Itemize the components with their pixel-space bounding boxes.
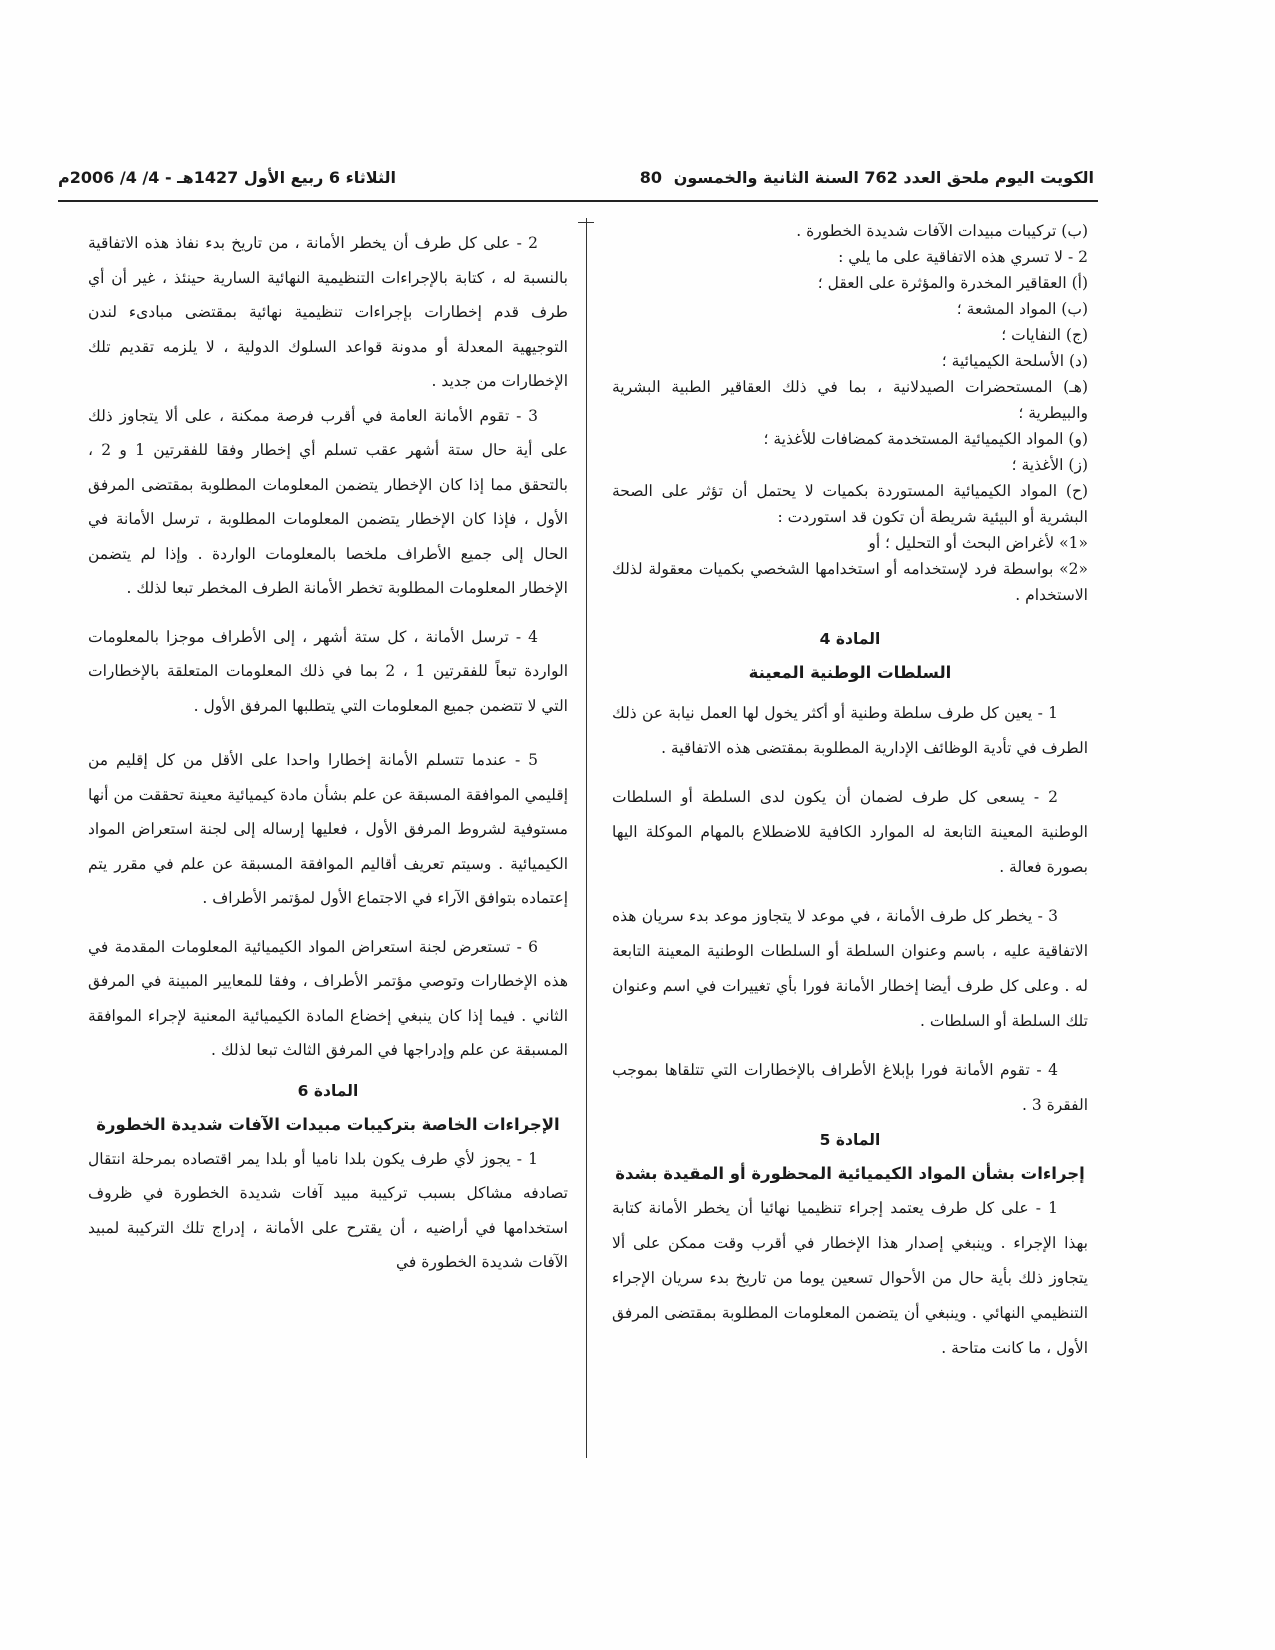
- page-header: [58, 168, 1094, 194]
- paragraph: 2 - على كل طرف أن يخطر الأمانة ، من تاريخ بدء نفاذ هذه الاتفاقية بالنسبة له ، كتابة بالإجراءات التنظيمية النهائية السارية حينئذ ، غير أن أي طرف قدم إخطارات بإجراءات تنظيمية نهائية بمقتضى مبادىء لندن التوجيهية المعدلة أو مدونة قواعد السلوك الدولية ، لا يلزمه تقديم تلك الإخطارات من جديد .: [88, 234, 568, 390]
- column-divider-mark: [578, 222, 594, 223]
- article-5-paragraph: 1 - على كل طرف يعتمد إجراء تنظيميا نهائيا أن يخطر الأمانة كتابة بهذا الإجراء . وينبغي إصدار هذا الإخطار في أقرب وقت ممكن على ألا يتجاوز ذلك بأية حال من الأحوال تسعين يوما من تاريخ بدء سريان الإجراء التنظيمي النهائي . وينبغي أن يتضمن المعلومات المطلوبة بمقتضى المرفق الأول ، ما كانت متاحة .: [612, 1199, 1088, 1357]
- article-4-paragraph: 4 - تقوم الأمانة فورا بإبلاغ الأطراف بالإخطارات التي تتلقاها بموجب الفقرة 3 .: [612, 1061, 1088, 1114]
- paragraph: 5 - عندما تتسلم الأمانة إخطارا واحدا على الأقل من كل إقليم من إقليمي الموافقة المسبقة عن علم بشأن مادة كيميائية معينة تحققت من أنها مستوفية لشروط المرفق الأول ، فعليها إرساله إلى لجنة استعراض المواد الكيميائية . وسيتم تعريف أقاليم الموافقة المسبقة عن علم في مقرر يتم إعتماده بتوافق الآراء في الاجتماع الأول لمؤتمر الأطراف .: [88, 751, 568, 907]
- article-4-paragraph: 1 - يعين كل طرف سلطة وطنية أو أكثر يخول لها العمل نيابة عن ذلك الطرف في تأدية الوظائف الإدارية المطلوبة بمقتضى هذه الاتفاقية .: [612, 704, 1088, 757]
- column-divider: [586, 218, 587, 1458]
- list-item: (ز) الأغذية ؛: [1011, 456, 1088, 474]
- list-item: (ح) المواد الكيميائية المستوردة بكميات لا يحتمل أن تؤثر على الصحة البشرية أو البيئية شريطة أن تكون قد استوردت :: [612, 482, 1088, 526]
- header-rule: [58, 200, 1098, 202]
- list-item: 2 - لا تسري هذه الاتفاقية على ما يلي :: [838, 248, 1088, 266]
- article-4-paragraph: 2 - يسعى كل طرف لضمان أن يكون لدى السلطة أو السلطات الوطنية المعينة التابعة له الموارد الكافية للاضطلاع بالمهام الموكلة اليها بصورة فعالة .: [612, 788, 1088, 876]
- paragraph: 6 - تستعرض لجنة استعراض المواد الكيميائية المعلومات المقدمة في هذه الإخطارات وتوصي مؤتمر الأطراف ، وفقا للمعايير المبينة في المرفق الثاني . فيما إذا كان ينبغي إخضاع المادة الكيميائية المعنية لإجراء الموافقة المسبقة عن علم وإدراجها في المرفق الثالث تبعا لذلك .: [88, 937, 568, 1059]
- list-item: (د) الأسلحة الكيميائية ؛: [941, 352, 1088, 370]
- header-date: الثلاثاء 6 ربيع الأول 1427هـ - 4/ 4/ 2006م: [58, 168, 396, 187]
- list-item: (هـ) المستحضرات الصيدلانية ، بما في ذلك العقاقير الطبية البشرية والبيطرية ؛: [612, 378, 1088, 422]
- list-item: (و) المواد الكيميائية المستخدمة كمضافات للأغذية ؛: [763, 430, 1088, 448]
- left-column: [88, 226, 568, 1280]
- paragraph: 3 - تقوم الأمانة العامة في أقرب فرصة ممكنة ، على ألا يتجاوز ذلك على أية حال ستة أشهر عقب تسلم أي إخطار وفقا للفقرتين 1 و 2 ، بالتحقق مما إذا كان الإخطار يتضمن المعلومات المطلوبة بمقتضى المرفق الأول ، فإذا كان الإخطار يتضمن المعلومات المطلوبة ، ترسل الأمانة في الحال إلى جميع الأطراف ملخصا بالمعلومات الواردة . وإذا لم يتضمن الإخطار المعلومات المطلوبة تخطر الأمانة الطرف المخطر تبعا لذلك .: [88, 406, 568, 597]
- header-publication: الكويت اليوم ملحق العدد 762 السنة الثانية والخمسون: [673, 168, 1094, 187]
- article-6-heading: الإجراءات الخاصة بتركيبات مبيدات الآفات شديدة الخطورة: [96, 1114, 560, 1134]
- article-5-title: المادة 5: [819, 1131, 881, 1149]
- list-item: (ب) المواد المشعة ؛: [956, 300, 1088, 318]
- article-4-heading: السلطات الوطنية المعينة: [748, 663, 952, 682]
- list-item: (ج) النفايات ؛: [1001, 326, 1088, 344]
- article-6-paragraph: 1 - يجوز لأي طرف يكون بلدا ناميا أو بلدا يمر اقتصاده بمرحلة انتقال تصادفه مشاكل بسبب تركيبة مبيد آفات شديدة الخطورة في ظروف استخدامها في أراضيه ، أن يقترح على الأمانة ، إدراج تلك التركيبة لمبيد الآفات شديدة الخطورة في: [88, 1149, 568, 1271]
- article-4-title: المادة 4: [819, 630, 881, 648]
- exclusions-list: [612, 218, 1088, 608]
- list-item: (ب) تركيبات مبيدات الآفات شديدة الخطورة .: [796, 222, 1088, 240]
- list-item: «2» بواسطة فرد لإستخدامه أو استخدامها الشخصي بكميات معقولة لذلك الاستخدام .: [612, 560, 1088, 604]
- list-item: «1» لأغراض البحث أو التحليل ؛ أو: [868, 534, 1088, 552]
- article-5-heading: إجراءات بشأن المواد الكيميائية المحظورة أو المقيدة بشدة: [615, 1164, 1085, 1183]
- article-6-title: المادة 6: [297, 1081, 359, 1100]
- article-4-paragraph: 3 - يخطر كل طرف الأمانة ، في موعد لا يتجاوز موعد بدء سريان هذه الاتفاقية عليه ، باسم وعنوان السلطة أو السلطات الوطنية المعينة التابعة له . وعلى كل طرف أيضا إخطار الأمانة فورا بأي تغييرات في اسم وعنوان تلك السلطة أو السلطات .: [612, 907, 1088, 1030]
- right-column: [612, 218, 1088, 1366]
- page-number: 80: [639, 168, 662, 187]
- paragraph: 4 - ترسل الأمانة ، كل ستة أشهر ، إلى الأطراف موجزا بالمعلومات الواردة تبعاً للفقرتين 1 ، 2 بما في ذلك المعلومات المتعلقة بالإخطارات التي لا تتضمن جميع المعلومات التي يتطلبها المرفق الأول .: [88, 627, 569, 715]
- list-item: (أ) العقاقير المخدرة والمؤثرة على العقل ؛: [817, 274, 1088, 292]
